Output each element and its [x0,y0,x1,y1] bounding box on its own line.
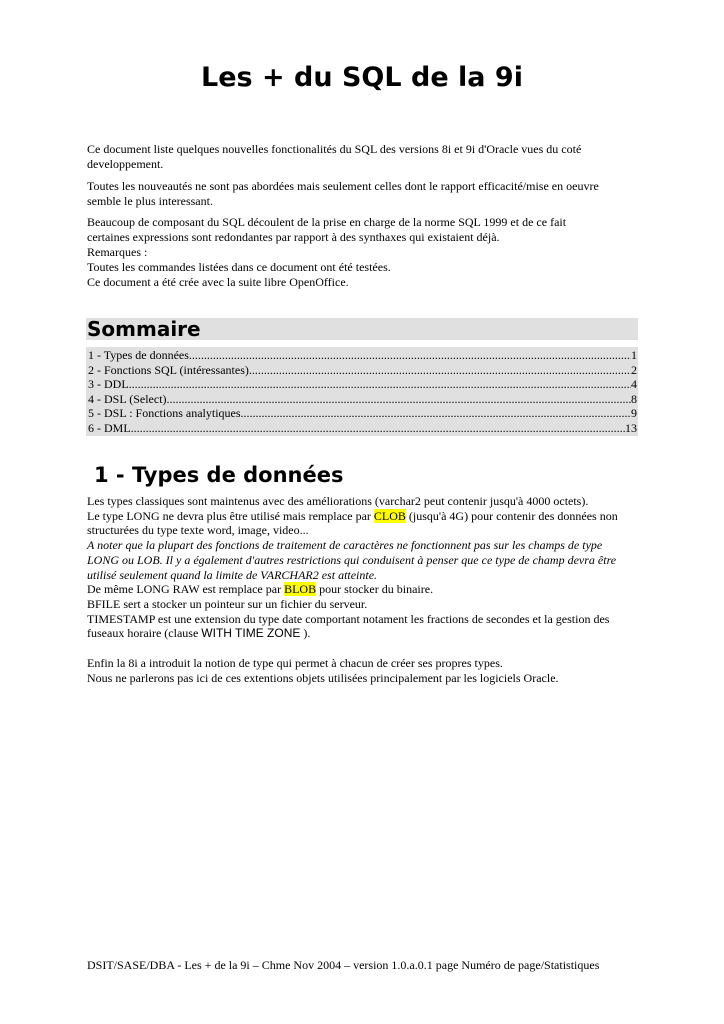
with-time-zone-clause: WITH TIME ZONE [201,626,301,641]
clob-highlight: CLOB [373,508,406,523]
toc-entry-ddl[interactable] [86,377,638,392]
toc-entry-label: 3 - DDL [88,377,129,391]
toc-entry-dml[interactable] [86,421,638,436]
lob-restriction-note: A noter que la plupart des fonctions de traitement de caractères ne fonctionnent pas sur les champs de type LONG ou LOB. Il y a également d'autres restrictions qui conduisent à penser que ce type de champ devra être utilisé seulement quand la limite de VARCHAR2 est atteinte. [87,538,617,582]
intro-paragraph-1: Ce document liste quelques nouvelles fonctionalités du SQL des versions 8i et 9i d'Oracle vues du coté developpement. [87,142,582,171]
toc-entry-label: 2 - Fonctions SQL (intéressantes) [88,362,249,377]
sommaire-heading: Sommaire [86,318,638,340]
bfile-text: BFILE sert a stocker un pointeur sur un fichier du serveur. [87,596,368,611]
long-clob-pre: Le type LONG ne devra plus être utilisé mais remplace par [87,508,374,523]
toc-entry-page: 4 [631,377,637,391]
toc-entry-dsl-select[interactable] [86,392,638,407]
toc-entry-label: 4 - DSL (Select) [88,391,167,406]
toc-dot-leader [129,377,631,392]
table-of-contents [86,347,638,436]
toc-dot-leader [131,421,625,436]
toc-entry-page: 8 [631,391,637,406]
toc-entry-page: 13 [625,420,637,435]
intro-paragraph-2: Toutes les nouveautés ne sont pas abordées mais seulement celles dont le rapport efficacité/mise en oeuvre semble le plus interessant. [87,179,599,208]
intro-remarques-label: Remarques : [87,245,148,259]
document-title: Les + du SQL de la 9i [201,62,523,93]
section-1-body [87,494,633,685]
toc-dot-leader [189,348,631,363]
extensions-objets-text: Nous ne parlerons pas ici de ces extentions objets utilisées principalement par les logiciels Oracle. [87,670,559,685]
page-footer: DSIT/SASE/DBA - Les + de la 9i – Chme Nov 2004 – version 1.0.a.0.1 page Numéro de page/Statistiques [87,958,600,972]
intro-paragraph-3 [87,215,607,290]
toc-entry-page: 2 [631,362,637,377]
timestamp-text [87,612,633,641]
toc-entry-page: 9 [631,406,637,420]
long-raw-blob-text [87,582,633,597]
toc-entry-fonctions[interactable] [86,363,638,378]
long-raw-post: pour stocker du binaire. [316,582,434,597]
toc-entry-dsl-analytiques[interactable] [86,406,638,421]
toc-entry-page: 1 [631,348,637,362]
toc-dot-leader [167,392,631,407]
section-1-heading: 1 - Types de données [94,463,344,487]
long-clob-text [87,509,633,538]
blob-highlight: BLOB [284,582,317,597]
toc-entry-label: 1 - Types de données [88,348,189,362]
toc-entry-label: 6 - DML [88,420,131,435]
toc-dot-leader [249,363,631,378]
toc-entry-types[interactable] [86,348,638,363]
toc-entry-label: 5 - DSL : Fonctions analytiques [88,406,241,420]
timestamp-pre: TIMESTAMP est une extension du type date comportant notament les fractions de secondes et la gestion des fuseaux horaire (clause [87,611,610,641]
intro-tested-text: Toutes les commandes listées dans ce document ont été testées. [87,260,391,274]
toc-dot-leader [241,406,631,421]
intro-created-text: Ce document a été crée avec la suite libre OpenOffice. [87,275,349,289]
types-objets-text: Enfin la 8i a introduit la notion de type qui permet à chacun de créer ses propres types. [87,656,503,671]
intro-sql1999-text: Beaucoup de composant du SQL découlent de la prise en charge de la norme SQL 1999 et de ce fait certaines expressions sont redondantes par rapport à des synthaxes qui existaient déjà. [87,215,567,244]
timestamp-post: ). [300,626,311,641]
types-classiques-text: Les types classiques sont maintenus avec des améliorations (varchar2 peut contenir jusqu'à 4000 octets). [87,494,589,508]
blank-line [87,641,633,656]
long-clob-post: (jusqu'à 4G) pour contenir des données non structurées du type texte word, image, video... [87,508,618,538]
long-raw-pre: De même LONG RAW est remplace par [87,582,285,597]
